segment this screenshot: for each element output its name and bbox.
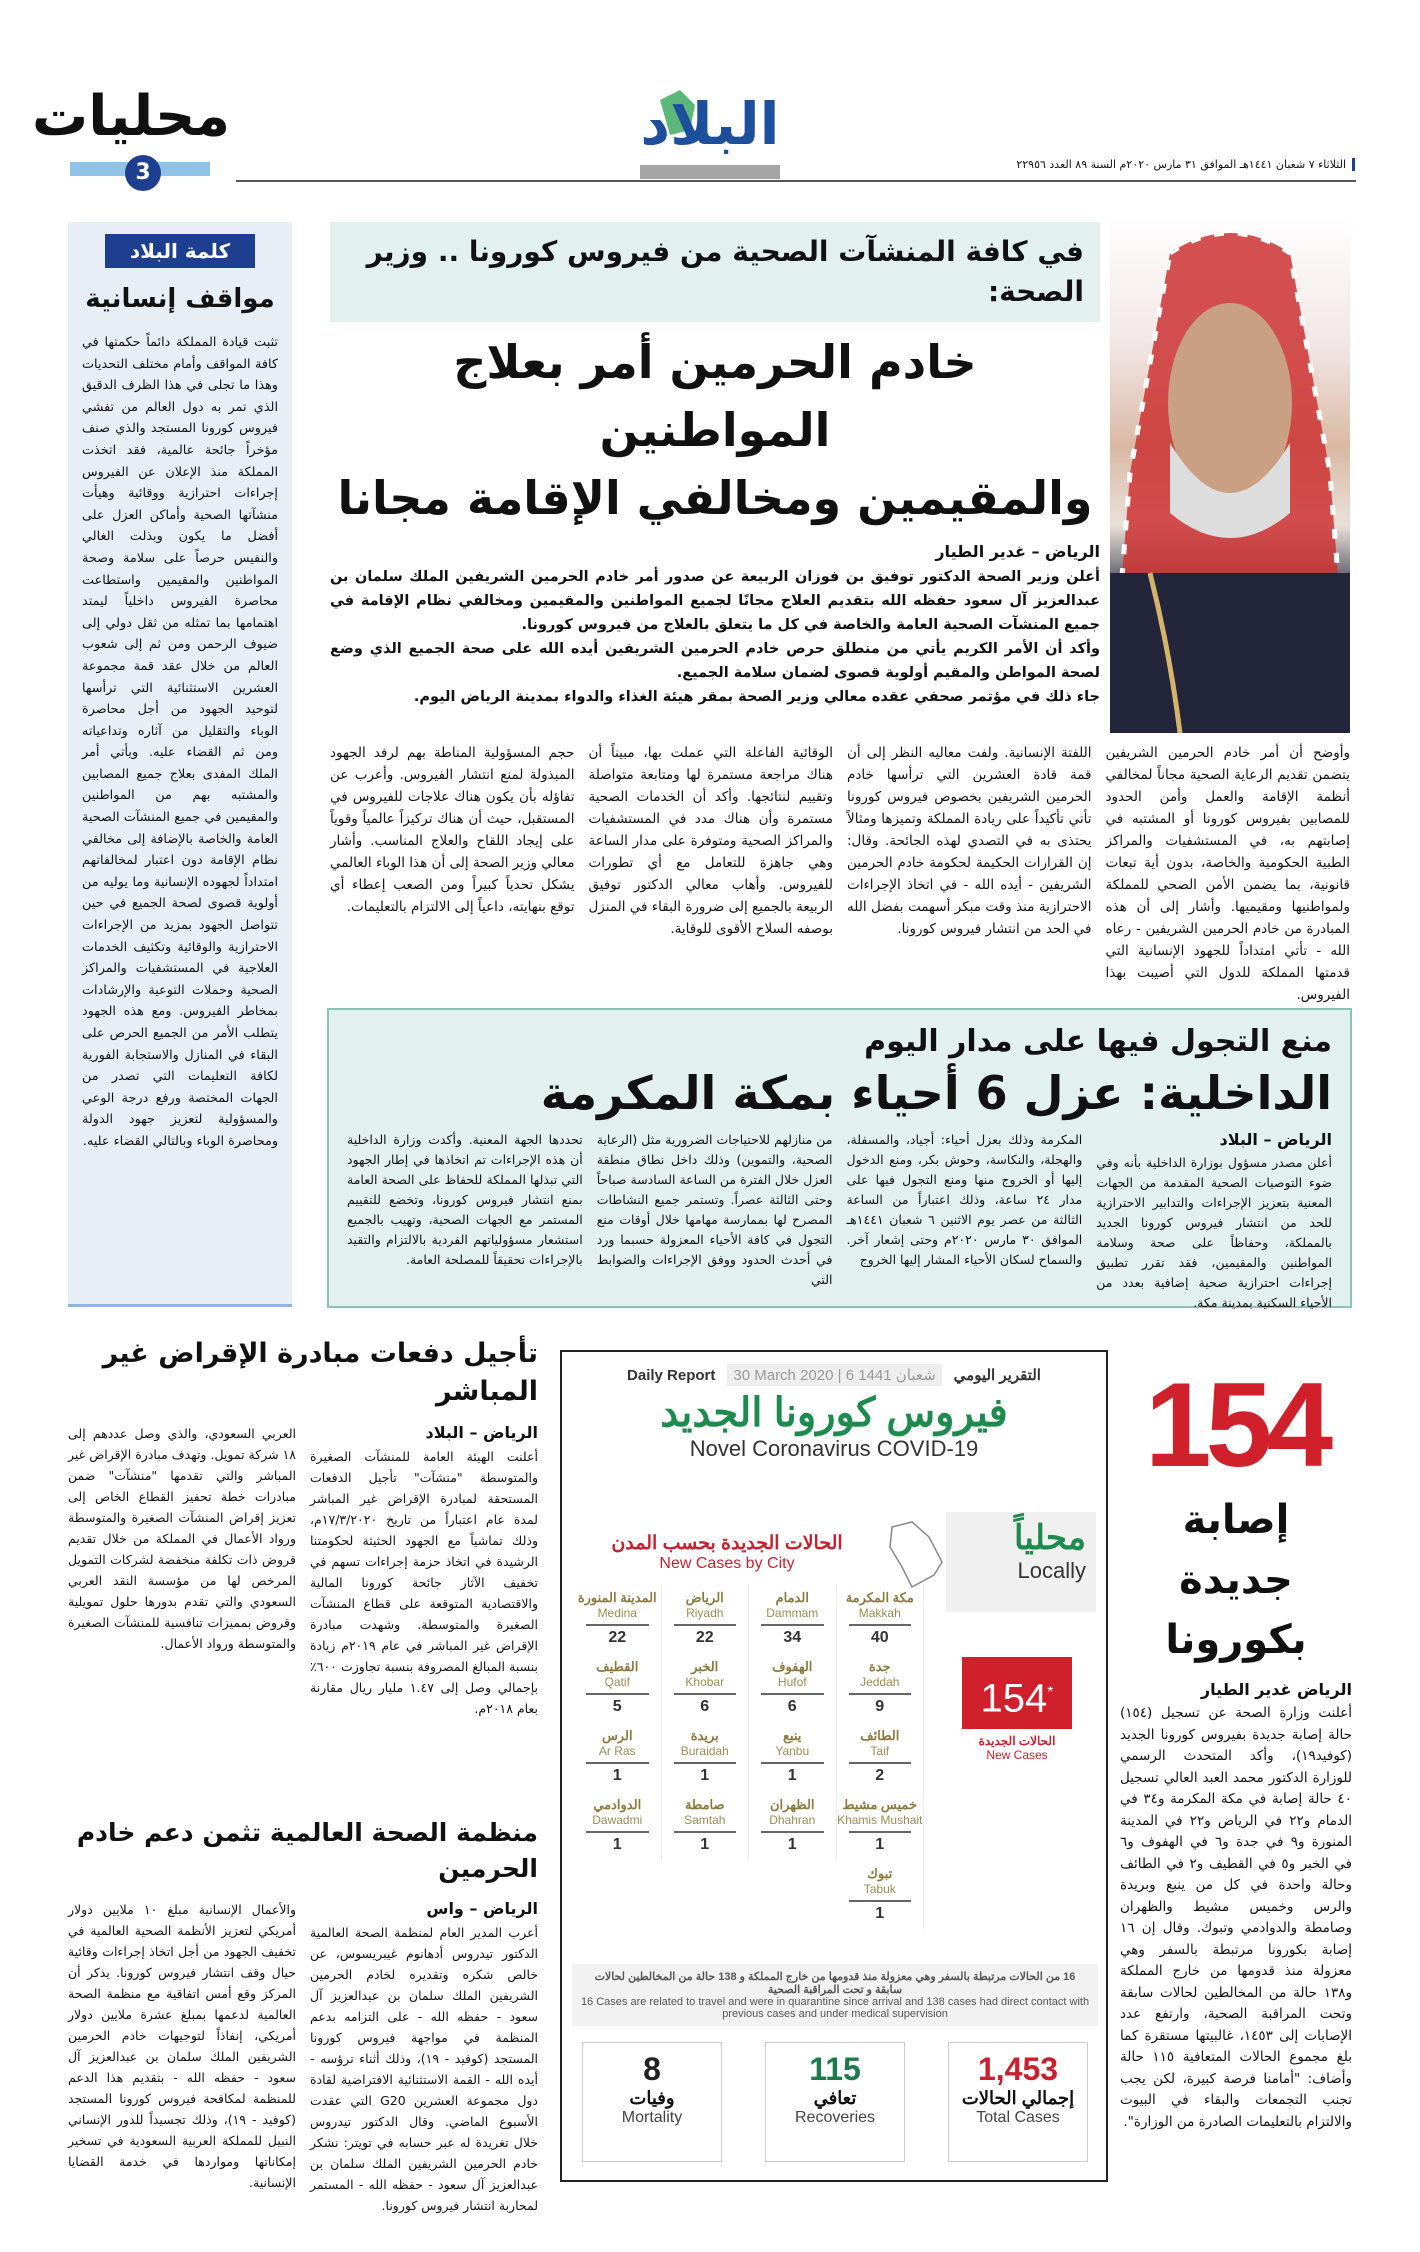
- city-name-en: Dammam: [766, 1606, 819, 1620]
- editorial-body: تثبت قيادة المملكة دائماً حكمتها في كافة المواقف وأمام مختلف التحديات وهذا ما تجلى في هذا الظرف الدقيق الذي تمر به دول العالم من تفشي فيروس كورونا المستجد والذي صنف مؤخراً جائحة عالمية، فقد اتخذت المملكة منذ الإعلان عن الفيروس إجراءات احترازية ووقائية وهيأت منشآتها الصحية وأماكن العزل على أفضل ما يكون وبذلت الغالي والنفيس حرصاً على سلامة وصحة المواطنين والمقيمين واستطاعت محاصرة الفيروس داخلياً ليمتد اهتمامها بما تمثله من ثقل دولي إلى ضيوف الرحمن ومن ثم إلى شعوب العالم من خلال عقد قمة مجموعة العشرين الاستثنائية التي ترأسها لتوحيد الجهود من أجل محاصرة الوباء والتقليل من آثاره وتداعياته ومن ثم القضاء عليه. ويأتي أمر الملك المفدى بعلاج جميع المصابين والمشتبه بهم من المواطنين والمقيمين في جميع المنشآت الصحية العامة والخاصة بالإضافة إلى مخالفي نظام الإقامة دون اعتبار لمخالفاتهم امتداداً لجهوده الإنسانية وما يوليه من أولوية قصوى لصحة الجميع في حين تتواصل الجهود بمزيد من الإجراءات الاحترازية والوقائية وتكثيف الخدمات العلاجية في المستشفيات والمراكز الصحية وحملات التوعية والإرشادات بمخاطر الفيروس. ومع هذه الجهود يتطلب الأمر من الجميع الحرص على البقاء في المنازل والاستجابة الفورية لكافة التعليمات التي تصدر من الجهات المختصة ورفع درجة الوعي والمسؤولية لتعزيز جهود الدولة ومحاصرة الوباء وبالتالي القضاء عليه.: [82, 335, 278, 1149]
- city-name-ar: الخبر: [691, 1659, 719, 1674]
- city-case-count: 6: [674, 1693, 737, 1716]
- city-name-ar: جدة: [868, 1659, 891, 1674]
- stat-value: 115: [809, 2051, 861, 2087]
- city-cell: [837, 1860, 925, 1929]
- city-case-count: 1: [761, 1762, 824, 1785]
- city-cell: [837, 1791, 925, 1860]
- city-name-en: Khobar: [685, 1675, 725, 1689]
- city-name-en: Dawadmi: [592, 1813, 643, 1827]
- city-name-en: Riyadh: [686, 1606, 724, 1620]
- editorial-sidebar: [68, 222, 292, 1307]
- city-cell: [574, 1791, 662, 1860]
- stat-label-en: Mortality: [621, 2109, 683, 2126]
- loans-story: تأجيل دفعات مبادرة الإقراض غير المباشر الرياض – البلاد أعلنت الهيئة العامة للمنشآت الصغيرة والمتوسطة "منشآت" تأجيل الدفعات المستحقة لمبادرة الإقراض غير المباشر لمدة عام اعتباراً من تاريخ ١٧/٣/٢٠٢٠م، وذلك تماشياً مع الجهود الحثيثة لحكومتنا الرشيدة في اتخاذ حزمة إجراءات تسهم في تخفيف الآثار جائحة كورونا المالية والاقتصادية المتوقعة على قطاع المنشآت الصغيرة والمتوسطة. وشهدت مبادرة الإقراض غير المباشر في عام ٢٠١٩م زيادة بنسبة المبالغ المصروفة بنسبة تجاوزت ٦٠٠٪ بإجمالي وصل إلى ١.٤٧ مليار ريال مقارنة بعام ٢٠١٨م. العربي السعودي، والذي وصل عددهم إلى ١٨ شركة تمويل. وتهدف مبادرة الإقراض غير المباشر والتي تقدمها "منشآت" ضمن مبادرات خطة تحفيز القطاع الخاص إلى تعزيز إقراض المنشآت الصغيرة والمتوسطة ورواد الأعمال في المملكة من خلال تقديم قروض ذات تكلفة منخفضة لشركات التمويل المرخص لها من مؤسسة النقد العربي السعودي والتي تقدم بدورها حلول تمويلية وقروض بمميزات تنافسية للمنشآت الصغيرة والمتوسطة ورواد الأعمال.: [68, 1338, 538, 1716]
- lead-kicker: في كافة المنشآت الصحية من فيروس كورونا .. وزير الصحة:: [330, 222, 1100, 322]
- city-cell: [574, 1584, 662, 1653]
- city-case-count: 1: [849, 1900, 912, 1923]
- stat-box: [582, 2042, 722, 2162]
- city-case-count: 1: [586, 1831, 649, 1854]
- city-case-count: 1: [761, 1831, 824, 1854]
- city-name-ar: ينبع: [783, 1728, 802, 1743]
- editorial-badge: كلمة البلاد: [105, 234, 255, 268]
- city-cell: [749, 1791, 837, 1860]
- city-case-count: 40: [849, 1624, 912, 1647]
- city-cell: [749, 1722, 837, 1791]
- lead-byline: الرياض – غدير الطيار: [935, 542, 1100, 561]
- city-cell: [662, 1584, 750, 1653]
- city-name-en: Buraidah: [680, 1744, 729, 1758]
- new-cases-box: 154*: [962, 1657, 1072, 1729]
- lead-headline: خادم الحرمين أمر بعلاج المواطنين والمقيمين ومخالفي الإقامة مجانا: [337, 335, 1093, 525]
- header-rule: [236, 180, 1356, 182]
- city-cell: [837, 1584, 925, 1653]
- city-name-ar: الرياض: [685, 1590, 724, 1605]
- city-name-ar: الدمام: [775, 1590, 809, 1605]
- city-cell: [574, 1653, 662, 1722]
- cases-note: 16 من الحالات مرتبطة بالسفر وهي معزولة منذ قدومها من خارج المملكة و 138 حالة من المخالطين لحالات سابقة و تحت المراقبة الصحية 16 Cases are related to travel and were in quarantine since arrival and 138 cases had direct contact with previous cases and under medical supervision: [572, 1964, 1098, 2026]
- city-name-ar: مكة المكرمة: [845, 1590, 914, 1605]
- city-case-count: 1: [586, 1762, 649, 1785]
- stat-box: [765, 2042, 905, 2162]
- lead-columns: وأوضح أن أمر خادم الحرمين الشريفين يتضمن تقديم الرعاية الصحية مجاناً لمخالفي أنظمة الإقامة والعمل وأمن الحدود للمصابين بفيروس كورونا أو المشتبه في إصابتهم به، في المستشفيات والمراكز الطبية الحكومية والخاصة، بدون أية تبعات قانونية، بما يضمن الأمن الصحي للمملكة ولمواطنيها ومقيميها. وأشار إلى أن هذه المبادرة من خادم الحرمين الشريفين - رعاه الله - تأتي امتداداً للجهود الإنسانية التي قدمتها المملكة للدول التي أصيبت بهذا الفيروس. اللفتة الإنسانية. ولفت معاليه النظر إلى أن قمة قادة العشرين التي ترأسها خادم الحرمين الشريفين بخصوص فيروس كورونا تأتي تأكيداً على ريادة المملكة وتميزها ومثالاً يحتذى به في التصدي لهذه الجائحة. وقال: إن القرارات الحكيمة لحكومة خادم الحرمين الشريفين - أيده الله - في اتخاذ الإجراءات الاحترازية منذ وقت مبكر أسهمت بفضل الله في الحد من انتشار فيروس كورونا. الوقائية الفاعلة التي عملت بها، مبيناً أن هناك مراجعة مستمرة لها ومتابعة متواصلة وتقييم لنتائجها. وأكد أن الخدمات الصحية مستمرة وأن هناك مدد في المستشفيات والمراكز الصحية ومتوفرة على مدار الساعة وهي جاهزة للتعامل مع أي تطورات للفيروس. وأهاب معالي الدكتور توفيق الربيعة بالجميع إلى ضرورة البقاء في المنزل بوصفه السلاح الأقوى للوقاية. حجم المسؤولية المناطة بهم لرفد الجهود المبذولة لمنع انتشار الفيروس. وأعرب عن تفاؤله بأن يكون هناك علاجات للفيروس في المستقبل، حيث أن هناك تركيزاً عالمياً وقوياً على إيجاد اللقاح والعلاج المناسب. وأشار معالي وزير الصحة إلى أن هذا الوباء العالمي يشكل تحدياً كبيراً ومن الصعب إعطاء أي توقع بنهايته، داعياً إلى الالتزام بالتعليمات.: [330, 745, 1350, 1003]
- stat-label-en: Total Cases: [976, 2109, 1060, 2126]
- city-name-ar: الرس: [601, 1728, 633, 1743]
- stat-label-ar: وفيات: [629, 2088, 675, 2108]
- city-cell: [574, 1722, 662, 1791]
- city-grid: [574, 1584, 924, 1929]
- city-name-ar: تبوك: [867, 1866, 893, 1881]
- city-name-ar: بريدة: [690, 1728, 719, 1743]
- stat-value: 8: [643, 2051, 661, 2087]
- city-case-count: 22: [586, 1624, 649, 1647]
- city-cell: [662, 1722, 750, 1791]
- city-name-en: Jeddah: [860, 1675, 900, 1689]
- stat-label-en: Recoveries: [794, 2109, 876, 2126]
- stat-label-ar: إجمالي الحالات: [961, 2088, 1075, 2108]
- stat-label-ar: تعافي: [813, 2088, 857, 2108]
- city-case-count: 34: [761, 1624, 824, 1647]
- city-name-en: Hufof: [777, 1675, 807, 1689]
- city-cell: [749, 1584, 837, 1653]
- city-name-ar: صامطة: [684, 1797, 725, 1812]
- city-name-en: Samtah: [684, 1813, 726, 1827]
- page-number: 3: [125, 155, 161, 191]
- editorial-title: مواقف إنسانية: [85, 284, 275, 314]
- city-name-ar: الهفوف: [772, 1659, 813, 1674]
- city-name-en: Dhahran: [769, 1813, 816, 1827]
- city-case-count: 1: [674, 1831, 737, 1854]
- city-case-count: 1: [674, 1762, 737, 1785]
- city-name-en: Ar Ras: [598, 1744, 636, 1758]
- city-name-en: Khamis Mushait: [837, 1813, 923, 1827]
- city-case-count: 5: [586, 1693, 649, 1716]
- city-name-ar: المدينة المنورة: [577, 1590, 657, 1605]
- city-cell: [837, 1653, 925, 1722]
- newspaper-logo: البلاد: [640, 85, 780, 165]
- logo-bar: [640, 165, 780, 179]
- city-cell: [837, 1722, 925, 1791]
- city-case-count: 2: [849, 1762, 912, 1785]
- city-cell: [662, 1791, 750, 1860]
- lead-story-top: في كافة المنشآت الصحية من فيروس كورونا .. وزير الصحة: خادم الحرمين أمر بعلاج المواطنين والمقيمين ومخالفي الإقامة مجانا الرياض – غدير الطيار أعلن وزير الصحة الدكتور توفيق بن فوزان الربيعة عن صدور أمر خادم الحرمين الشريفين الملك سلمان بن عبدالعزيز آل سعود حفظه الله بتقديم العلاج مجانًا لجميع المواطنين والمقيمين ومخالفي نظام الإقامة في جميع المنشآت الصحية العامة والخاصة في كل ما يتعلق بالعلاج من فيروس كورونا. وأكد أن الأمر الكريم يأتي من منطلق حرص خادم الحرمين الشريفين أيده الله على صحة الجميع الذي وضع لصحة المواطن والمقيم أولوية قصوى لضمان سلامة الجميع. جاء ذلك في مؤتمر صحفي عقده معالي وزير الصحة بمقر هيئة الغذاء والدواء بمدينة الرياض اليوم.: [330, 222, 1100, 709]
- city-case-count: 9: [849, 1693, 912, 1716]
- city-cell: [749, 1653, 837, 1722]
- covid-infographic: Daily Report 30 March 2020 | 6 شعبان 1441 التقرير اليومي فيروس كورونا الجديد Novel Coronavirus COVID-19 محلياً Locally الحالات الجديدة بحسب المدن New Cases by City مكة المكرمة Makkah 40 الدمام Dammam 34 الرياض Riyadh 22 المدينة المنورة Medina 22 جدة Jeddah 9 الهفوف Hufof 6 الخبر Khobar 6 القطيف Qatif 5 الطائف Taif 2 ينبع Yanbu 1 بريدة Buraidah 1 الرس Ar Ras 1 خميس مشيط Khamis Mushait 1 الظهران Dhahran 1 صامطة Samtah 1 الدوادمي Dawadmi 1 تبوك Tabuk 1 154* الحالات الجديدة New Cases 16 من الحالات مرتبطة بالسفر وهي معزولة منذ قدومها من خارج المملكة و 138 حالة من المخالطين لحالات سابقة و تحت المراقبة الصحية 16 Cases are related to travel and were in quarantine since arrival and 138 cases had direct contact with previous cases and under medical supervision 1,453 إجمالي الحالات Total Cases 115 تعافي Recoveries 8 وفيات Mortality: [560, 1350, 1108, 2182]
- city-name-en: Yanbu: [775, 1744, 810, 1758]
- city-name-ar: الدوادمي: [593, 1797, 642, 1812]
- city-cell: [662, 1653, 750, 1722]
- city-name-ar: القطيف: [596, 1659, 639, 1674]
- city-name-en: Qatif: [604, 1675, 630, 1689]
- portrait-illustration: [1110, 213, 1350, 733]
- section-title: محليات: [31, 84, 230, 149]
- saudi-map-icon: [884, 1517, 946, 1592]
- who-story: منظمة الصحة العالمية تثمن دعم خادم الحرمين الرياض – واس أعرب المدير العام لمنظمة الصحة العالمية الدكتور تيدروس أدهانوم غيبريسوس، عن خالص شكره وتقديره لخادم الحرمين الشريفين الملك سلمان بن عبدالعزيز آل سعود - حفظه الله - على التزامه بدعم المنظمة في مواجهة فيروس كورونا المستجد (كوفيد - ١٩)، وذلك أثناء ترؤسه - أيده الله - القمة الاستثنائية الافتراضية لقادة دول مجموعة العشرين G20 التي عقدت الأسبوع الماضي. وقال الدكتور تيدروس خلال تغريدة له عبر حسابه في تويتر: نشكر خادم الحرمين الشريفين الملك سلمان بن عبدالعزيز آل سعود - حفظه الله - المستمر لمحاربة انتشار فيروس كورونا. والأعمال الإنسانية مبلغ ١٠ ملايين دولار أمريكي لتعزيز الأنظمة الصحية العالمية في تخفيف الجهود من أجل اتخاذ إجراءات وقائية حيال وقف انتشار فيروس كورونا. يذكر أن المركز وقع أمس اتفاقية مع منظمة الصحة العالمية لدعمها بمبلغ عشرة ملايين دولار أمريكي، إنفاذاً لتوجيهات خادم الحرمين الشريفين الملك سلمان بن عبدالعزيز آل سعود - حفظه الله - بتقديم هذا الدعم للمنظمة لمكافحة فيروس كورونا المستجد (كوفيد - ١٩)، وذلك تجسيداً للدور الإنساني النبيل للمملكة العربية السعودية في تسخير إمكاناتها ومواردها في خدمة القضايا الإنسانية.: [68, 1818, 539, 2213]
- city-name-en: Taif: [870, 1744, 890, 1758]
- city-name-en: Medina: [597, 1606, 637, 1620]
- city-name-ar: الطائف: [860, 1728, 900, 1743]
- king-photo: [1110, 213, 1350, 733]
- city-name-en: Makkah: [858, 1606, 901, 1620]
- city-name-ar: الظهران: [769, 1797, 815, 1812]
- makkah-story: منع التجول فيها على مدار اليوم الداخلية: عزل 6 أحياء بمكة المكرمة الرياض – البلاد أعلن مصدر مسؤول بوزارة الداخلية بأنه وفي ضوء التوصيات الصحية المقدمة من الجهات المعنية بتعزيز الإجراءات والتدابير الاحترازية للحد من انتشار فيروس كورونا الجديد بالمملكة، وحفاظاً على صحة وسلامة المواطنين والمقيمين، فقد تقرر تطبيق إجراءات احترازية صحية إضافية بعدد من الأحياء السكنية بمدينة مكة. المكرمة وذلك بعزل أحياء: أجياد، والمسفلة، والهجلة، والنكاسة، وحوش بكر، ومنع الدخول إليها أو الخروج منها ومنع التجول فيها على مدار ٢٤ ساعة، وذلك اعتباراً من الساعة الثالثة من عصر يوم الاثنين ٦ شعبان ١٤٤١هـ الموافق ٣٠ مارس ٢٠٢٠م وحتى إشعار آخر. والسماح لسكان الأحياء المشار إليها الخروج من منازلهم للاحتياجات الضرورية مثل (الرعاية الصحية، والتموين) وذلك داخل نطاق منطقة العزل خلال الفترة من الساعة السادسة صباحاً وحتى الثالثة عصراً. وتستمر جميع النشاطات المصرح لها بممارسة مهامها خلال أوقات منع التجول في كافة الأحياء المعزولة حسبما ورد في أحدث الحدود ووفق الإجراءات والضوابط التي تحددها الجهة المعنية. وأكدت وزارة الداخلية أن هذه الإجراءات تم اتخاذها في إطار الجهود التي تبذلها المملكة للحفاظ على الصحة العامة بمنع انتشار فيروس كورونا، وتخضع للتقييم المستمر مع الجهات الصحية، وتهيب بالجميع استشعار مسؤولياتهم الفردية بالالتزام والتقيد بالإجراءات تحقيقاً للمصلحة العامة.: [327, 1008, 1352, 1308]
- city-case-count: 1: [849, 1831, 912, 1854]
- stat-box: [948, 2042, 1088, 2162]
- cases-story: 154 إصابة جديدة بكورونا الرياض غدير الطيار أعلنت وزارة الصحة عن تسجيل (١٥٤) حالة إصابة جديدة بفيروس كورونا الجديد (كوفيد١٩)، وأكد المتحدث الرسمي للوزارة الدكتور محمد العبد العالي تسجيل ٤٠ حالة إصابة في مكة المكرمة و٣٤ في الدمام و٢٢ في الرياض و٢٢ في المدينة المنورة و٩ في جدة و٦ في الهفوف و٦ في الخبر و٥ في القطيف و٢ في الطائف وحالة واحدة في كل من ينبع وبريدة والرس وخميس مشيط والظهران وصامطة والدوادمي وتبوك. وقال إن ١٦ إصابة بكورونا مرتبطة بالسفر وهي معزولة منذ قدومها من خارج المملكة و١٣٨ حالة من المخالطين لحالات سابقة وتحت المراقبة الصحية، وارتفع عدد الإصابات إلى ١٤٥٣، غالبيتها مستقرة كما بلغ مجموع الحالات المتعافية ١١٥ حالة وأضاف: "أمامنا فرصة كبيرة، لكن يجب تجنب التجمعات والبقاء في البيوت والالتزام بالتعليمات الصادرة من الوزارة".: [1120, 1358, 1353, 2130]
- city-case-count: 22: [674, 1624, 737, 1647]
- city-case-count: 6: [761, 1693, 824, 1716]
- city-name-en: Tabuk: [863, 1882, 896, 1896]
- stat-value: 1,453: [977, 2051, 1059, 2087]
- dateline: الثلاثاء ٧ شعبان ١٤٤١هـ الموافق ٣١ مارس ٢٠٢٠م السنة ٨٩ العدد ٢٢٩٥٦: [1000, 158, 1355, 171]
- city-name-ar: خميس مشيط: [842, 1797, 917, 1812]
